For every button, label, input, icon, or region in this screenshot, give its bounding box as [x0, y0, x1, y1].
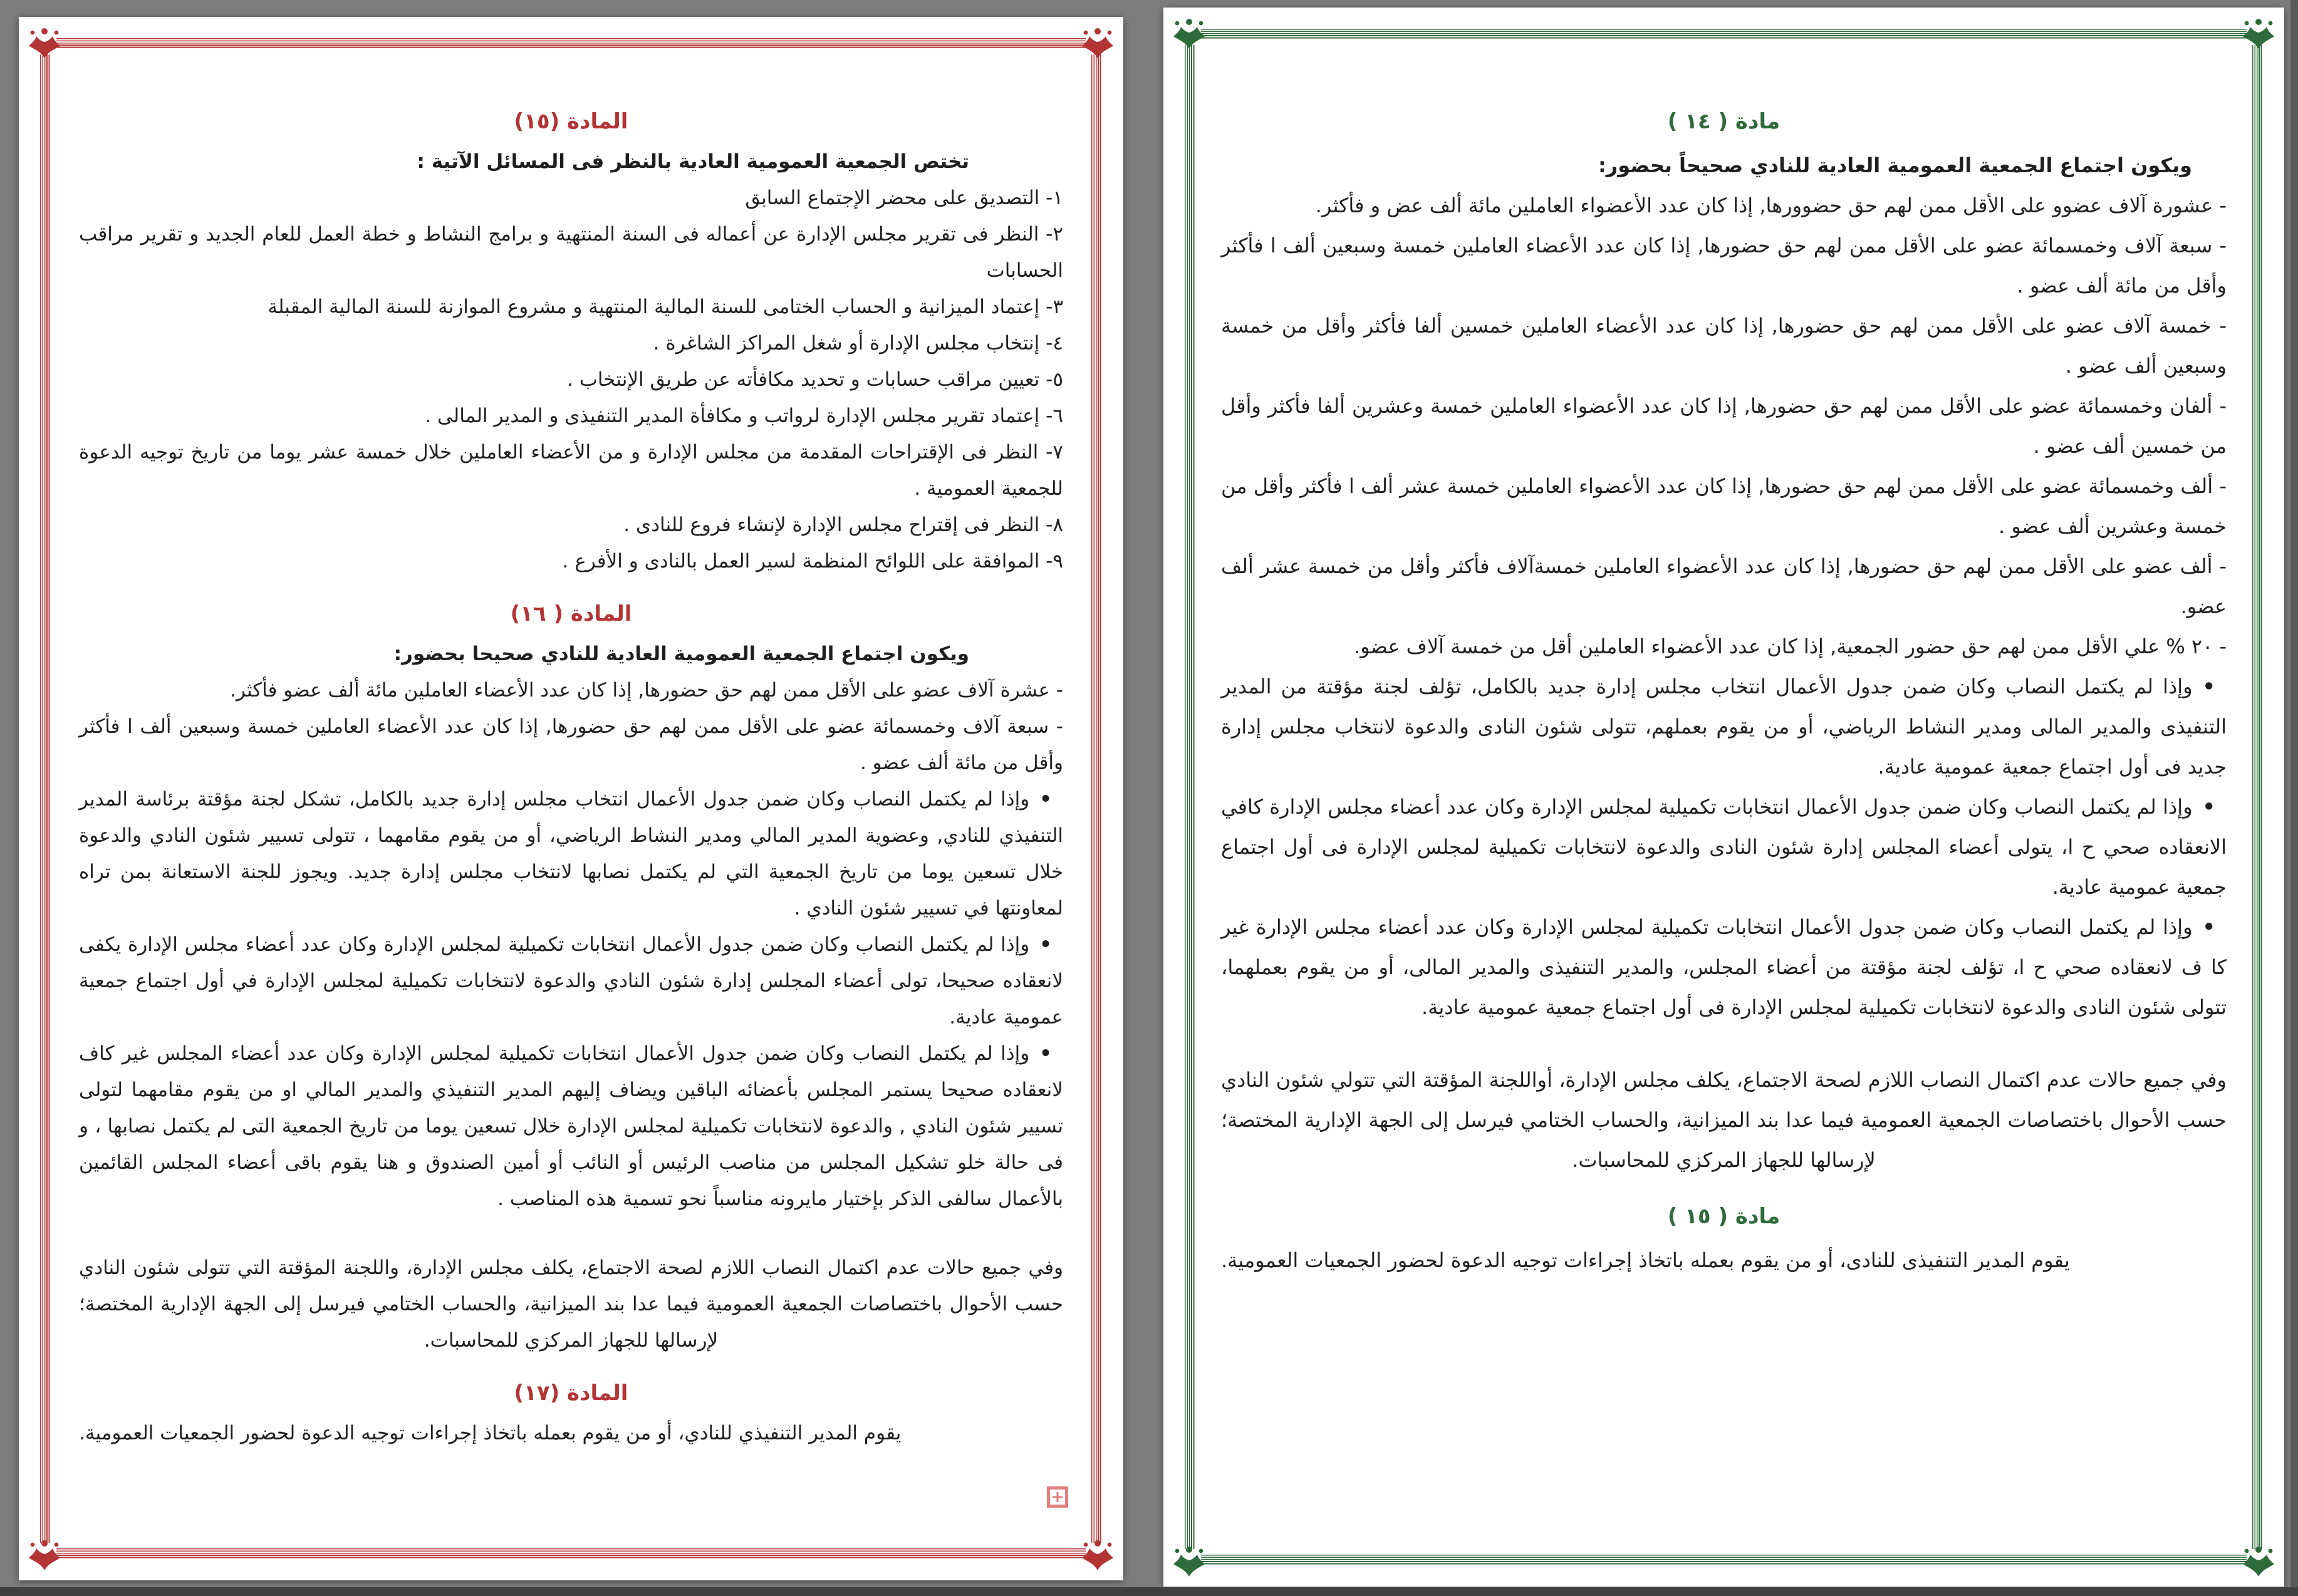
- quorum-dash-item: - سبعة آلاف وخمسمائة عضو على الأقل ممن لهم حق حضورها, إذا كان عدد الأعضاء العاملين خمسة وسبعين ألف ا فأكثر وأقل من مائة ألف عضو .: [1221, 234, 2227, 298]
- article-15-item-6: ٦- إعتماد تقرير مجلس الإدارة لرواتب و مكافأة المدير التنفيذى و المدير المالى .: [425, 405, 1063, 427]
- quorum-bullet-item: •وإذا لم يكتمل النصاب وكان ضمن جدول الأعمال انتخابات تكميلية لمجلس الإدارة وكان عدد أعضاء المجلس غير كاف لانعقاده صحيحا يستمر المجلس بأعضائه الباقين ويضاف إليهم المدير التنفيذي والمدير المالي او من يقوم مقامهما لتولى تسيير شئون النادي , والدعوة لانتخابات تكميلية لمجلس الإدارة خلال تسعين يوما من تاريخ الجمعية التى لم يكتمل نصابها ، و فى حالة خلو تشكيل المجلس من مناصب الرئيس أو النائب أو أمين الصندوق و هنا يقوم باقى أعضاء المجلس القائمين بالأعمال سالفى الذكر بإختيار مايرونه مناسباً نحو تسمية هذه المناصب .: [79, 1042, 1063, 1210]
- border-edge-left: [1185, 45, 1195, 1549]
- floral-corner-icon: [1080, 25, 1115, 60]
- window-edge-right: [2290, 0, 2298, 1596]
- article-16-closing: وفي جميع حالات عدم اكتمال النصاب اللازم لصحة الاجتماع، يكلف مجلس الإدارة، واللجنة المؤقتة التي تتولى شئون النادي حسب الأحوال باختصاصات الجمعية العمومية فيما عدا بند الميزانية، والحساب الختامي فيرسل إلى الجهة الإدارية المختصة؛ لإرسالها للجهاز المركزي للمحاسبات.: [79, 1257, 1063, 1352]
- article-15-item-3: ٣- إعتماد الميزانية و الحساب الختامى للسنة المالية المنتهية و مشروع الموازنة للسنة المالية المقبلة: [268, 296, 1063, 318]
- floral-corner-icon: [27, 1537, 62, 1572]
- border-edge-bottom: [56, 1548, 1086, 1559]
- window-edge-bottom: [0, 1587, 2298, 1596]
- article-15-item-2: ٢- النظر فى تقرير مجلس الإدارة عن أعماله فى السنة المنتهية و برامج النشاط و خطة العمل للعام الجديد و تقرير مراقب الحسابات: [79, 223, 1063, 282]
- quorum-bullet-item: •وإذا لم يكتمل النصاب وكان ضمن جدول الأعمال انتخاب مجلس إدارة جديد بالكامل، تؤلف لجنة مؤقتة من المدير التنفيذى والمدير المالى ومدير النشاط الرياضي، أو من يقوم بعملهم، تتولى شئون النادى والدعوة لانتخاب مجلس إدارة جديد فى أول اجتماع جمعية عمومية عادية.: [1221, 675, 2227, 779]
- quorum-dash-item: - ألف وخمسمائة عضو على الأقل ممن لهم حق حضورها, إذا كان عدد الأعضواء العاملين خمسة عشر ألف ا فأكثر وأقل من خمسة وعشرين ألف عضو .: [1221, 474, 2227, 538]
- quorum-bullet-item: •وإذا لم يكتمل النصاب وكان ضمن جدول الأعمال انتخاب مجلس إدارة جديد بالكامل، تشكل لجنة مؤقتة برئاسة المدير التنفيذي للنادي, وعضوية المدير المالي ومدير النشاط الرياضي، أو من يقوم مقامهما ، تتولى تسيير شئون النادي والدعوة خلال تسعين يوما من تاريخ الجمعية التي لم يكتمل نصابها لانتخاب مجلس إدارة جديد. ويجوز للجنة الاستعانة بمن تراه لمعاونتها في تسيير شئون النادي .: [79, 788, 1063, 920]
- article-15-title: المادة (١٥): [514, 109, 628, 134]
- article-15-title-right: مادة ( ١٥ ): [1667, 1204, 1781, 1229]
- article-14-closing: وفي جميع حالات عدم اكتمال النصاب اللازم لصحة الاجتماع، يكلف مجلس الإدارة، أواللجنة المؤقتة التي تتولي شئون النادي حسب الأحوال باختصاصات الجمعية العمومية فيما عدا بند الميزانية، والحساب الختامي فيرسل إلى الجهة الإدارية المختصة؛ لإرسالها للجهاز المركزي للمحاسبات.: [1221, 1068, 2227, 1172]
- article-15-intro: تختص الجمعية العمومية العادية بالنظر فى المسائل الآتية :: [417, 150, 969, 173]
- border-edge-top: [56, 38, 1086, 49]
- quorum-dash-item: - سبعة آلاف وخمسمائة عضو على الأقل ممن لهم حق حضورها, إذا كان عدد الأعضاء العاملين خمسة وسبعين ألف ا فأكثر وأقل من مائة ألف عضو .: [79, 715, 1063, 774]
- floral-corner-icon: [2241, 16, 2276, 51]
- article-15-item-9: ٩- الموافقة على اللوائح المنظمة لسير العمل بالنادى و الأفرع .: [562, 550, 1063, 573]
- article-15-body-right: يقوم المدير التنفيذى للنادى، أو من يقوم بعمله باتخاذ إجراءات توجيه الدعوة لحضور الجمعيات العمومية.: [1221, 1248, 2070, 1272]
- quorum-dash-item: - عشرة آلاف عضو على الأقل ممن لهم حق حضورها, إذا كان عدد الأعضاء العاملين مائة ألف عضو فأكثر.: [230, 679, 1063, 702]
- article-15-item-7: ٧- النظر فى الإقتراحات المقدمة من مجلس الإدارة و من الأعضاء العاملين خلال خمسة عشر يوما من تاريخ توجيه الدعوة للجمعية العمومية .: [79, 441, 1063, 500]
- right-page-text-area[interactable]: [1221, 101, 2227, 1280]
- border-edge-top: [1201, 29, 2247, 39]
- quorum-bullet-item: •وإذا لم يكتمل النصاب وكان ضمن جدول الأعمال انتخابات تكميلية لمجلس الإدارة وكان عدد أعضاء مجلس الإدارة يكفى لانعقاده صحيحا، تولى أعضاء المجلس إدارة شئون النادي والدعوة لانتخابات تكميلية لمجلس الإدارة في أول اجتماع جمعية عمومية عادية.: [79, 933, 1063, 1029]
- bullet-icon: •: [2202, 675, 2215, 698]
- article-14-title: مادة ( ١٤ ): [1667, 109, 1781, 134]
- quorum-dash-item: - خمسة آلاف عضو على الأقل ممن لهم حق حضورها, إذا كان عدد الأعضاء العاملين خمسين ألفا فأكثر وأقل من خمسة وسبعين ألف عضو .: [1221, 314, 2227, 378]
- document-page-right[interactable]: [1163, 8, 2284, 1587]
- border-edge-right: [1091, 54, 1102, 1543]
- border-edge-bottom: [1201, 1555, 2247, 1565]
- floral-corner-icon: [1172, 16, 1207, 51]
- article-15-item-8: ٨- النظر فى إقتراح مجلس الإدارة لإنشاء فروع للنادى .: [623, 514, 1063, 536]
- floral-corner-icon: [1172, 1543, 1207, 1578]
- bullet-icon: •: [2202, 915, 2215, 939]
- quorum-dash-item: - عشورة آلاف عضوو على الأقل ممن لهم حق حضوورها, إذا كان عدد الأعضواء العاملين مائة ألف عض و فأكثر.: [1315, 194, 2227, 217]
- object-anchor-icon[interactable]: [1047, 1486, 1068, 1508]
- quorum-dash-item: - ألفان وخمسمائة عضو على الأقل ممن لهم حق حضورها, إذا كان عدد الأعضواء العاملين خمسة وعشرين ألفا فأكثر وأقل من خمسين ألف عضو .: [1221, 394, 2227, 458]
- document-page-left[interactable]: [19, 17, 1123, 1580]
- quorum-bullet-item: •وإذا لم يكتمل النصاب وكان ضمن جدول الأعمال انتخابات تكميلية لمجلس الإدارة وكان عدد أعضاء مجلس الإدارة غير كا ف لانعقاده صحي ح ا، تؤلف لجنة مؤقتة من أعضاء المجلس، والمدير التنفيذى والمدير المالى، أو من يقوم بعملهما، تتولى شئون النادى والدعوة لانتخابات تكميلية لمجلس الإدارة فى أول اجتماع جمعية عمومية عادية.: [1221, 915, 2227, 1019]
- quorum-dash-item: - ألف عضو على الأقل ممن لهم حق حضورها, إذا كان عدد الأعضواء العاملين خمسةآلاف فأكثر وأقل من خمسة عشر ألف عضو.: [1221, 554, 2227, 618]
- quorum-bullet-item: •وإذا لم يكتمل النصاب وكان ضمن جدول الأعمال انتخابات تكميلية لمجلس الإدارة وكان عدد أعضاء مجلس الإدارة كافي الانعقاده صحي ح ا، يتولى أعضاء المجلس إدارة شئون النادى والدعوة لانتخابات تكميلية لمجلس الإدارة فى أول اجتماع جمعية عمومية عادية.: [1221, 795, 2227, 899]
- border-edge-right: [2252, 45, 2263, 1549]
- plus-glyph: +: [1051, 1488, 1064, 1506]
- bullet-icon: •: [1039, 1042, 1052, 1065]
- article-14-intro: ويكون اجتماع الجمعية العمومية العادية للنادي صحيحاً بحضور:: [1598, 153, 2192, 177]
- blank-line: [1221, 1027, 2227, 1060]
- bullet-icon: •: [1039, 788, 1052, 811]
- left-page-text-area[interactable]: [79, 103, 1063, 1451]
- floral-corner-icon: [1080, 1537, 1115, 1572]
- floral-corner-icon: [2241, 1543, 2276, 1578]
- article-15-item-4: ٤- إنتخاب مجلس الإدارة أو شغل المراكز الشاغرة .: [653, 332, 1063, 355]
- article-15-item-5: ٥- تعيين مراقب حسابات و تحديد مكافأته عن طريق الإنتخاب .: [567, 368, 1063, 391]
- article-16-intro: ويكون اجتماع الجمعية العمومية العادية للنادي صحيحا بحضور:: [393, 643, 969, 665]
- article-17-body: يقوم المدير التنفيذي للنادي، أو من يقوم بعمله باتخاذ إجراءات توجيه الدعوة لحضور الجمعيات العمومية.: [79, 1422, 902, 1444]
- quorum-dash-item: - ٢٠ % علي الأقل ممن لهم حق حضور الجمعية, إذا كان عدد الأعضواء العاملين أقل من خمسة آلاف عضو.: [1353, 635, 2227, 658]
- article-17-title: المادة (١٧): [514, 1381, 628, 1406]
- blank-line: [79, 1217, 1063, 1250]
- bullet-icon: •: [1039, 933, 1052, 956]
- article-16-title: المادة ( ١٦): [510, 601, 632, 626]
- article-15-item-1: ١- التصديق على محضر الإجتماع السابق: [745, 187, 1063, 209]
- border-edge-left: [40, 54, 51, 1543]
- bullet-icon: •: [2202, 795, 2215, 819]
- floral-corner-icon: [27, 25, 62, 60]
